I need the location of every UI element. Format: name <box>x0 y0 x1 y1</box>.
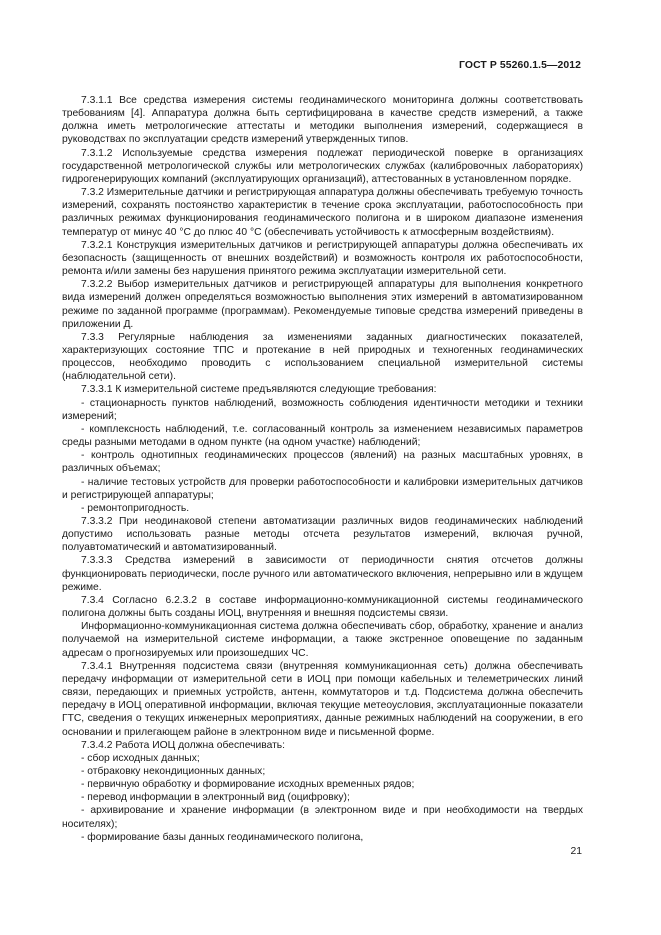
list-item: - стационарность пунктов наблюдений, возможность соблюдения идентичности методики и техники измерений; <box>62 397 583 422</box>
paragraph: 7.3.1.2 Используемые средства измерения подлежат периодической поверке в организациях государственной метрологической службы или метрологических службах (калибровочных лабораториях) гидрогенерирующих компаний (эксплуатирующих организаций), аттестованных в установленном порядке. <box>62 147 583 185</box>
paragraph: 7.3.4 Согласно 6.2.3.2 в составе информационно-коммуникационной системы геодинамического полигона должны быть созданы ИОЦ, внутренняя и внешняя подсистемы связи. <box>62 594 583 620</box>
list-item: - наличие тестовых устройств для проверки работоспособности и калибровки измерительных датчиков и регистрирующей аппаратуры; <box>62 476 583 501</box>
page-number: 21 <box>570 846 582 857</box>
list-item: - отбраковку некондиционных данных; <box>81 765 266 777</box>
paragraph: 7.3.3.2 При неодинаковой степени автоматизации различных видов геодинамических наблюдений допустимо использовать разные методы отсчета результатов измерений, включая ручной, полуавтоматический и автоматизированный. <box>62 516 583 554</box>
paragraph: 7.3.4.2 Работа ИОЦ должна обеспечивать: <box>81 739 286 751</box>
paragraph: 7.3.2.1 Конструкция измерительных датчиков и регистрирующей аппаратуры должна обеспечивать их безопасность (защищенность от внешних воздействий) и возможность контроля их работоспособности, ремонта и/или замены без нарушения принятого режима эксплуатации измерительной сети. <box>62 239 583 278</box>
paragraph: 7.3.1.1 Все средства измерения системы геодинамического мониторинга должны соответствовать требованиям [4]. Аппаратура должна быть сертифицирована в качестве средств измерений, а также должна иметь метрологические аттестаты и методики выполнения измерений, содержащиеся в руководствах по эксплуатации средств измерений утвержденных типов. <box>62 95 583 146</box>
list-item: - архивирование и хранение информации (в электронном виде и при необходимости на твердых носителях); <box>62 805 583 830</box>
paragraph: 7.3.3.1 К измерительной системе предъявляются следующие требования: <box>81 384 437 396</box>
list-item: - контроль однотипных геодинамических процессов (явлений) на разных масштабных уровнях, в различных объемах; <box>62 450 583 475</box>
paragraph: Информационно-коммуникационная система должна обеспечивать сбор, обработку, хранение и анализ получаемой на измерительной системе информации, а также экстренное оповещение по заданным адресам о прогнозируемых или произошедших ЧС. <box>62 621 583 659</box>
list-item: - комплексность наблюдений, т.е. согласованный контроль за изменением независимых параметров среды разными методами в одном пункте (на одном участке) наблюдений; <box>62 423 583 449</box>
paragraph: 7.3.3 Регулярные наблюдения за изменениями заданных диагностических показателей, характеризующих состояние ТПС и протекание в ней природных и техногенных геодинамических процессов, необходимо проводить с использованием специальной измерительной системы (наблюдательной сети). <box>62 331 583 383</box>
paragraph: 7.3.2.2 Выбор измерительных датчиков и регистрирующей аппаратуры для выполнения конкретного вида измерений должен определяться возможностью выполнения этих измерений в автоматизированном режиме по заданной программе (программам). Рекомендуемые типовые средства измерений приведены в приложении Д. <box>62 279 583 330</box>
paragraph: 7.3.2 Измерительные датчики и регистрирующая аппаратура должны обеспечивать требуемую точность измерений, сохранять постоянство характеристик в течение срока эксплуатации, работоспособность при различных режимах функционирования геодинамического полигона и в широком диапазоне изменения температур от минус 40 °С до плюс 40 °С (обеспечивать устойчивость к атмосферным воздействиям). <box>62 187 583 238</box>
list-item: - формирование базы данных геодинамического полигона, <box>81 831 364 843</box>
document-body <box>62 94 583 844</box>
document-header: ГОСТ Р 55260.1.5—2012 <box>459 60 581 71</box>
paragraph: 7.3.4.1 Внутренняя подсистема связи (внутренняя коммуникационная сеть) должна обеспечивать передачу информации от измерительной сети в ИОЦ при помощи кабельных и телеметрических линий связи, передающих и приемных устройств, антенн, коммутаторов и т.д. Подсистема должна обеспечить передачу в ИОЦ оперативной информации, включая текущие метеоусловия, эксплуатационные показатели ГТС, сведения о текущих инженерных мероприятиях, данные режимных наблюдений на сооружении, в его основании и прилегающем районе в электронном виде и письменной форме. <box>62 660 583 738</box>
list-item: - первичную обработку и формирование исходных временных рядов; <box>81 779 415 791</box>
list-item: - ремонтопригодность. <box>81 502 190 514</box>
paragraph: 7.3.3.3 Средства измерений в зависимости от периодичности снятия отсчетов должны функционировать периодически, после ручного или автоматического включения, непрерывно или в ждущем режиме. <box>62 555 583 593</box>
list-item: - сбор исходных данных; <box>81 752 200 764</box>
list-item: - перевод информации в электронный вид (оцифровку); <box>81 792 350 804</box>
